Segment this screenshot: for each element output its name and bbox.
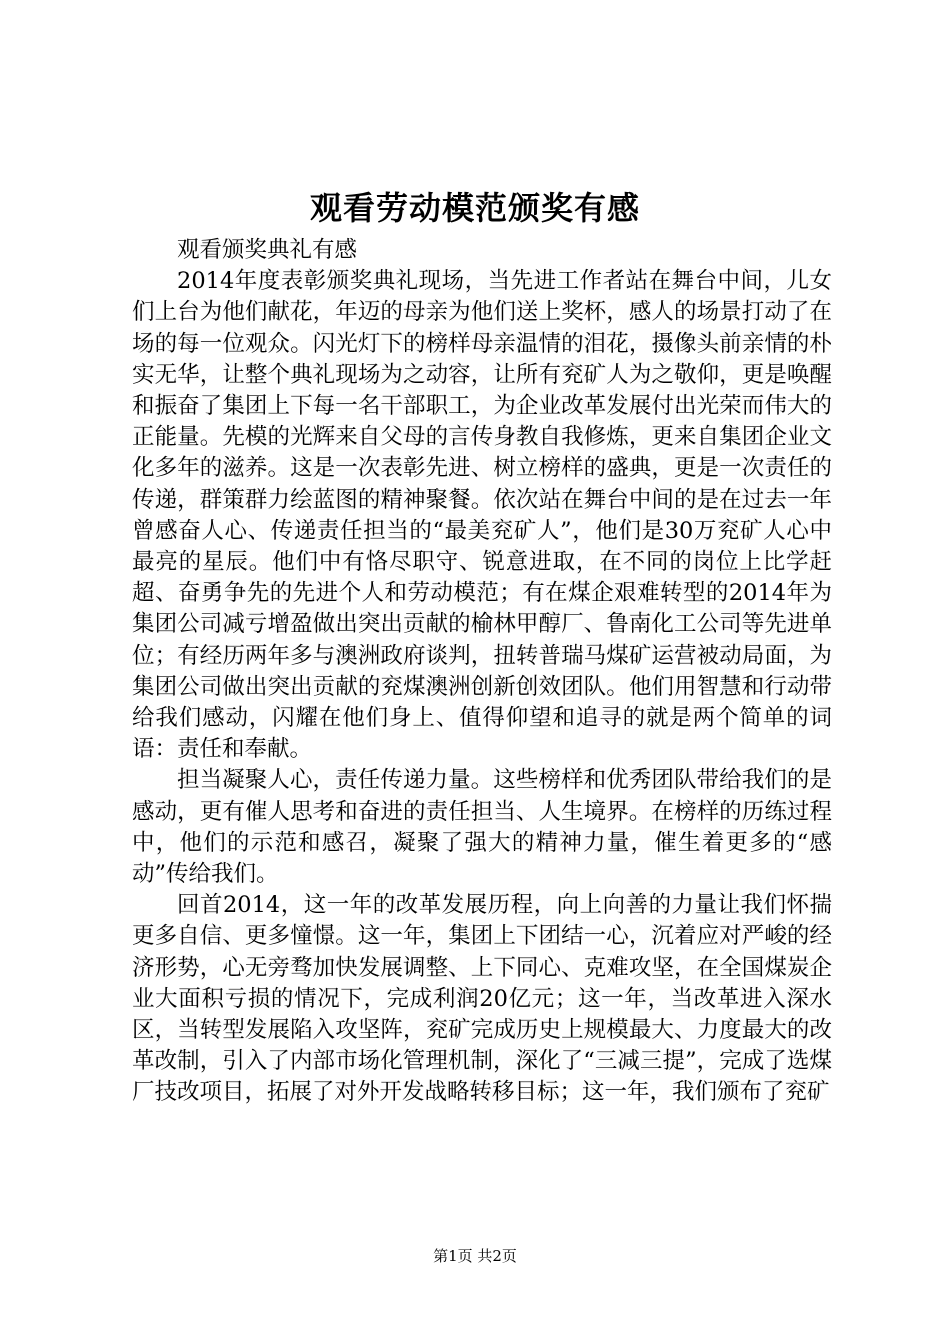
- subtitle-paragraph: 观看颁奖典礼有感: [177, 237, 358, 263]
- body-paragraph: 2014年度表彰颁奖典礼现场，当先进工作者站在舞台中间，儿女们上台为他们献花，年迈的母亲为他们送上奖杯，感人的场景打动了在场的每一位观众。闪光灯下的榜样母亲温情的泪花，摄像头前亲情的朴实无华，让整个典礼现场为之动容，让所有兖矿人为之敬仰，更是唤醒和振奋了集团上下每一名干部职工，为企业改革发展付出光荣而伟大的正能量。先模的光辉来自父母的言传身教自我修炼，更来自集团企业文化多年的滋养。这是一次表彰先进、树立榜样的盛典，更是一次责任的传递，群策群力绘蓝图的精神聚餐。依次站在舞台中间的是在过去一年曾感奋人心、传递责任担当的“最美兖矿人”，他们是30万兖矿人心中最亮的星辰。他们中有恪尽职守、锐意进取，在不同的岗位上比学赶超、奋勇争先的先进个人和劳动模范；有在煤企艰难转型的2014年为集团公司减亏增盈做出突出贡献的榆林甲醇厂、鲁南化工公司等先进单位；有经历两年多与澳洲政府谈判，扭转普瑞马煤矿运营被动局面，为集团公司做出突出贡献的兖煤澳洲创新创效团队。他们用智慧和行动带给我们感动，闪耀在他们身上、值得仰望和追寻的就是两个简单的词语：责任和奉献。: [132, 268, 832, 763]
- body-paragraph: 担当凝聚人心，责任传递力量。这些榜样和优秀团队带给我们的是感动，更有催人思考和奋进的责任担当、人生境界。在榜样的历练过程中，他们的示范和感召，凝聚了强大的精神力量，催生着更多的“感动”传给我们。: [132, 767, 832, 888]
- page-footer: 第1页 共2页: [433, 1247, 517, 1265]
- body-paragraph: 回首2014，这一年的改革发展历程，向上向善的力量让我们怀揣更多自信、更多憧憬。这一年，集团上下团结一心，沉着应对严峻的经济形势，心无旁骛加快发展调整、上下同心、克难攻坚，在全国煤炭企业大面积亏损的情况下，完成利润20亿元；这一年，当改革进入深水区，当转型发展陷入攻坚阵，兖矿完成历史上规模最大、力度最大的改革改制，引入了内部市场化管理机制，深化了“三减三提”，完成了选煤厂技改项目，拓展了对外开发战略转移目标；这一年，我们颁布了兖矿: [132, 892, 832, 1106]
- document-body: [132, 235, 832, 1109]
- document-title: 观看劳动模范颁奖有感: [309, 189, 640, 227]
